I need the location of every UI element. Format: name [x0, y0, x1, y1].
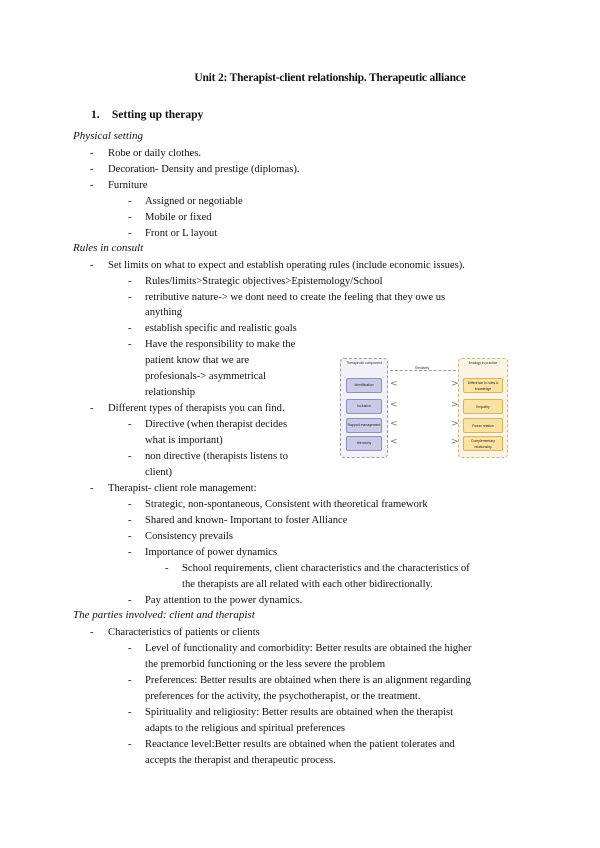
list-item: School requirements, client characteristics and the characteristics of — [182, 563, 470, 574]
bullet-dash: - — [90, 627, 94, 638]
bullet-dash: - — [128, 707, 132, 718]
list-item: Assigned or negotiable — [145, 196, 243, 207]
chevron-left-icon: < — [390, 419, 398, 429]
list-item-continuation: patient know that we are — [145, 355, 250, 366]
bullet-dash: - — [90, 180, 94, 191]
bullet-dash: - — [128, 739, 132, 750]
list-item: Consistency prevails — [145, 531, 233, 542]
chevron-right-icon: > — [451, 419, 459, 429]
chevron-left-icon: < — [390, 379, 398, 389]
diagram-left-box: Rapport management — [346, 418, 382, 433]
therapeutic-component-diagram — [340, 358, 510, 458]
bullet-dash: - — [128, 339, 132, 350]
list-item-continuation: the therapists are all related with each other bidirectionally. — [182, 579, 433, 590]
bullet-dash: - — [128, 451, 132, 462]
subheading-rules: Rules in consult — [73, 242, 144, 254]
list-item: Have the responsibility to make the — [145, 339, 296, 350]
list-item: Strategic, non-spontaneous, Consistent with theoretical framework — [145, 499, 428, 510]
chevron-left-icon: < — [390, 437, 398, 447]
page-title: Unit 2: Therapist-client relationship. Therapeutic alliance — [194, 72, 466, 84]
list-item: non directive (therapists listens to — [145, 451, 288, 462]
diagram-connector-line — [390, 370, 456, 371]
list-item: establish specific and realistic goals — [145, 323, 297, 334]
list-item: Robe or daily clothes. — [108, 148, 201, 159]
list-item: Spirituality and religiosity: Better results are obtained when the therapist — [145, 707, 454, 718]
bullet-dash: - — [128, 547, 132, 558]
list-item: retributive nature-> we dont need to create the feeling that they owe us — [145, 292, 446, 303]
diagram-left-header: Therapeutic component — [346, 361, 382, 365]
bullet-dash: - — [128, 675, 132, 686]
subheading-physical-setting: Physical setting — [73, 130, 143, 142]
bullet-dash: - — [128, 643, 132, 654]
diagram-right-header: Analogy in practice — [468, 361, 498, 365]
list-item: Reactance level:Better results are obtained when the patient tolerates and — [145, 739, 455, 750]
section-title: Setting up therapy — [111, 109, 204, 121]
list-item-continuation: client) — [145, 467, 173, 478]
list-item: Level of functionality and comorbidity: Better results are obtained the higher — [145, 643, 472, 654]
section-heading — [91, 109, 203, 121]
diagram-middle-label: Similarity — [414, 366, 430, 370]
bullet-dash: - — [90, 403, 94, 414]
chevron-right-icon: > — [451, 400, 459, 410]
bullet-dash: - — [128, 228, 132, 239]
list-item: Set limits on what to expect and establish operating rules (include economic issues). — [108, 260, 465, 271]
list-item-continuation: profesionals-> asymmetrical — [145, 371, 266, 382]
bullet-dash: - — [128, 531, 132, 542]
bullet-dash: - — [128, 499, 132, 510]
bullet-dash: - — [128, 212, 132, 223]
bullet-dash: - — [90, 148, 94, 159]
list-item: Pay attention to the power dynamics. — [145, 595, 303, 606]
list-item: Characteristics of patients or clients — [108, 627, 260, 638]
list-item-continuation: relationship — [145, 387, 196, 398]
list-item-continuation: what is important) — [145, 435, 223, 446]
bullet-dash: - — [165, 563, 169, 574]
diagram-left-box: Hierarchy — [346, 436, 382, 451]
bullet-dash: - — [90, 483, 94, 494]
list-item: Preferences: Better results are obtained when there is an alignment regarding — [145, 675, 471, 686]
bullet-dash: - — [128, 595, 132, 606]
diagram-right-box: Difference in roles & knowledge — [463, 378, 503, 393]
list-item: Mobile or fixed — [145, 212, 212, 223]
chevron-right-icon: > — [451, 437, 459, 447]
list-item: Furniture — [108, 180, 148, 191]
subheading-parties: The parties involved: client and therapist — [73, 609, 255, 621]
diagram-right-box: Power relation — [463, 418, 503, 433]
list-item: Therapist- client role management: — [108, 483, 257, 494]
list-item: Shared and known- Important to foster Alliance — [145, 515, 348, 526]
list-item-continuation: anything — [145, 307, 183, 318]
bullet-dash: - — [128, 515, 132, 526]
list-item-continuation: adapts to the religious and spiritual preferences — [145, 723, 346, 734]
diagram-right-box: Empathy — [463, 399, 503, 414]
bullet-dash: - — [90, 164, 94, 175]
chevron-left-icon: < — [390, 400, 398, 410]
list-item: Directive (when therapist decides — [145, 419, 288, 430]
bullet-dash: - — [128, 419, 132, 430]
list-item: Rules/limits>Strategic objectives>Epistemology/School — [145, 276, 383, 287]
bullet-dash: - — [128, 196, 132, 207]
list-item: Decoration- Density and prestige (diplomas). — [108, 164, 300, 175]
list-item: Importance of power dynamics — [145, 547, 278, 558]
list-item-continuation: preferences for the activity, the psychotherapist, or the treatment. — [145, 691, 421, 702]
bullet-dash: - — [128, 292, 132, 303]
list-item: Different types of therapists you can find. — [108, 403, 285, 414]
diagram-right-box: Complementary relationship — [463, 436, 503, 451]
diagram-left-box: Inclusion — [346, 399, 382, 414]
bullet-dash: - — [90, 260, 94, 271]
list-item-continuation: the premorbid functioning or the less severe the problem — [145, 659, 386, 670]
section-number: 1. — [91, 109, 100, 121]
list-item: Front or L layout — [145, 228, 218, 239]
chevron-right-icon: > — [451, 379, 459, 389]
bullet-dash: - — [128, 323, 132, 334]
list-item-continuation: accepts the therapist and therapeutic process. — [145, 755, 336, 766]
bullet-dash: - — [128, 276, 132, 287]
diagram-left-box: Identification — [346, 378, 382, 393]
